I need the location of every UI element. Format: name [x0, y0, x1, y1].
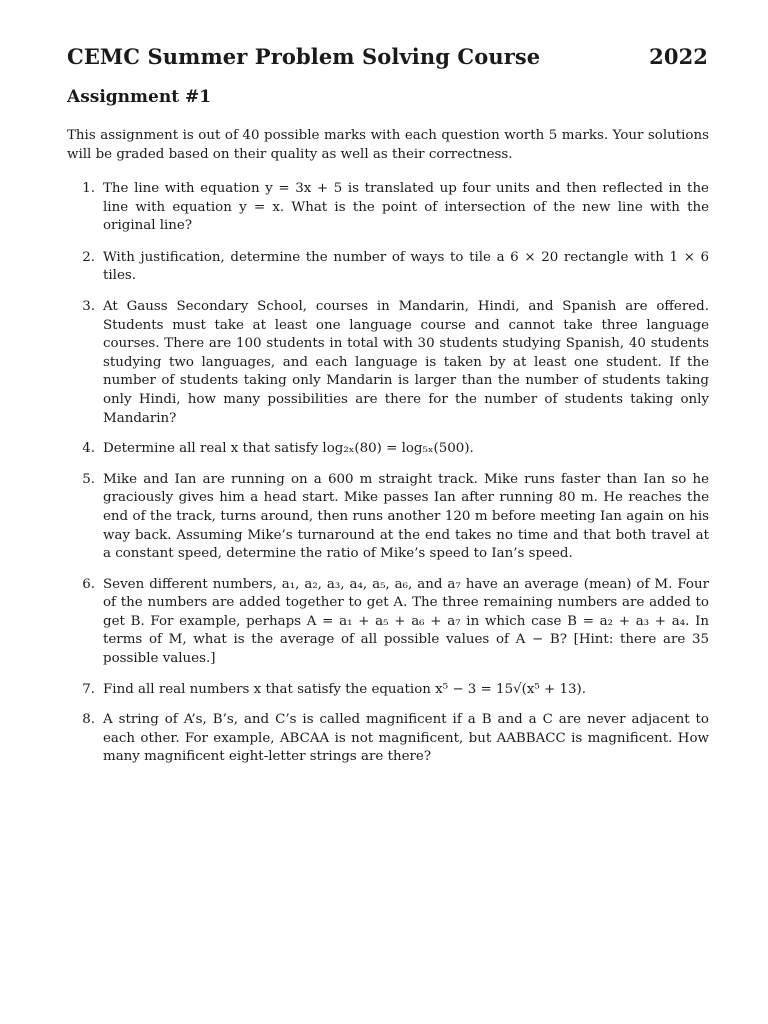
page-header: [67, 44, 708, 69]
problem-list: [67, 180, 709, 767]
problem-number: 6.: [82, 576, 95, 592]
problem-item: [67, 249, 709, 286]
problem-number: 4.: [82, 441, 95, 457]
problem-text: With justification, determine the number of ways to tile a 6 × 20 rectangle with 1 × 6 tiles.: [103, 249, 709, 284]
problem-text: Seven different numbers, a₁, a₂, a₃, a₄, a₅, a₆, and a₇ have an average (mean) of M. Four of the numbers are added together to get A. The three remaining numbers are added to get B. For example, perhaps A = a₁ + a₅ + a₆ + a₇ in which case B = a₂ + a₃ + a₄. In terms of M, what is the average of all possible values of A − B? [Hint: there are 35 possible values.]: [103, 576, 709, 667]
problem-text: At Gauss Secondary School, courses in Mandarin, Hindi, and Spanish are offered. Students must take at least one language course and cannot take three language courses. There are 100 students in total with 30 students studying Spanish, 40 students studying two languages, and each language is taken by at least one student. If the number of students taking only Mandarin is larger than the number of students taking only Hindi, how many possibilities are there for the number of students taking only Mandarin?: [103, 298, 709, 426]
problem-text: A string of A’s, B’s, and C’s is called magnificent if a B and a C are never adjacent to each other. For example, ABCAA is not magnificent, but AABBACC is magnificent. How many magnificent eight-letter strings are there?: [103, 712, 709, 765]
problem-item: [67, 711, 709, 767]
problem-text: Find all real numbers x that satisfy the equation x⁵ − 3 = 15√(x⁵ + 13).: [103, 681, 587, 697]
problem-item: [67, 471, 709, 564]
problem-number: 3.: [82, 298, 95, 314]
problem-item: [67, 576, 709, 669]
problem-text: The line with equation y = 3x + 5 is translated up four units and then reflected in the line with equation y = x. What is the point of intersection of the new line with the original line?: [103, 181, 709, 234]
problem-number: 2.: [82, 249, 95, 265]
problem-number: 1.: [82, 181, 95, 196]
course-year: 2022: [649, 44, 708, 69]
problem-text: Determine all real x that satisfy log₂ₓ(80) = log₅ₓ(500).: [103, 441, 474, 457]
assignment-title: Assignment #1: [67, 87, 212, 107]
problem-item: [67, 180, 709, 236]
problem-item: [67, 681, 709, 700]
problem-item: [67, 440, 709, 459]
problem-text: Mike and Ian are running on a 600 m straight track. Mike runs faster than Ian so he graciously gives him a head start. Mike passes Ian after running 80 m. He reaches the end of the track, turns around, then runs another 120 m before meeting Ian again on his way back. Assuming Mike’s turnaround at the end takes no time and that both travel at a constant speed, determine the ratio of Mike’s speed to Ian’s speed.: [103, 471, 709, 562]
problem-number: 5.: [82, 471, 95, 487]
problem-number: 7.: [82, 681, 95, 697]
problem-number: 8.: [82, 712, 95, 728]
problem-item: [67, 298, 709, 428]
course-title: CEMC Summer Problem Solving Course: [67, 44, 541, 69]
intro-paragraph: This assignment is out of 40 possible marks with each question worth 5 marks. Your solutions will be graded based on their quality as well as their correctness.: [67, 128, 709, 162]
